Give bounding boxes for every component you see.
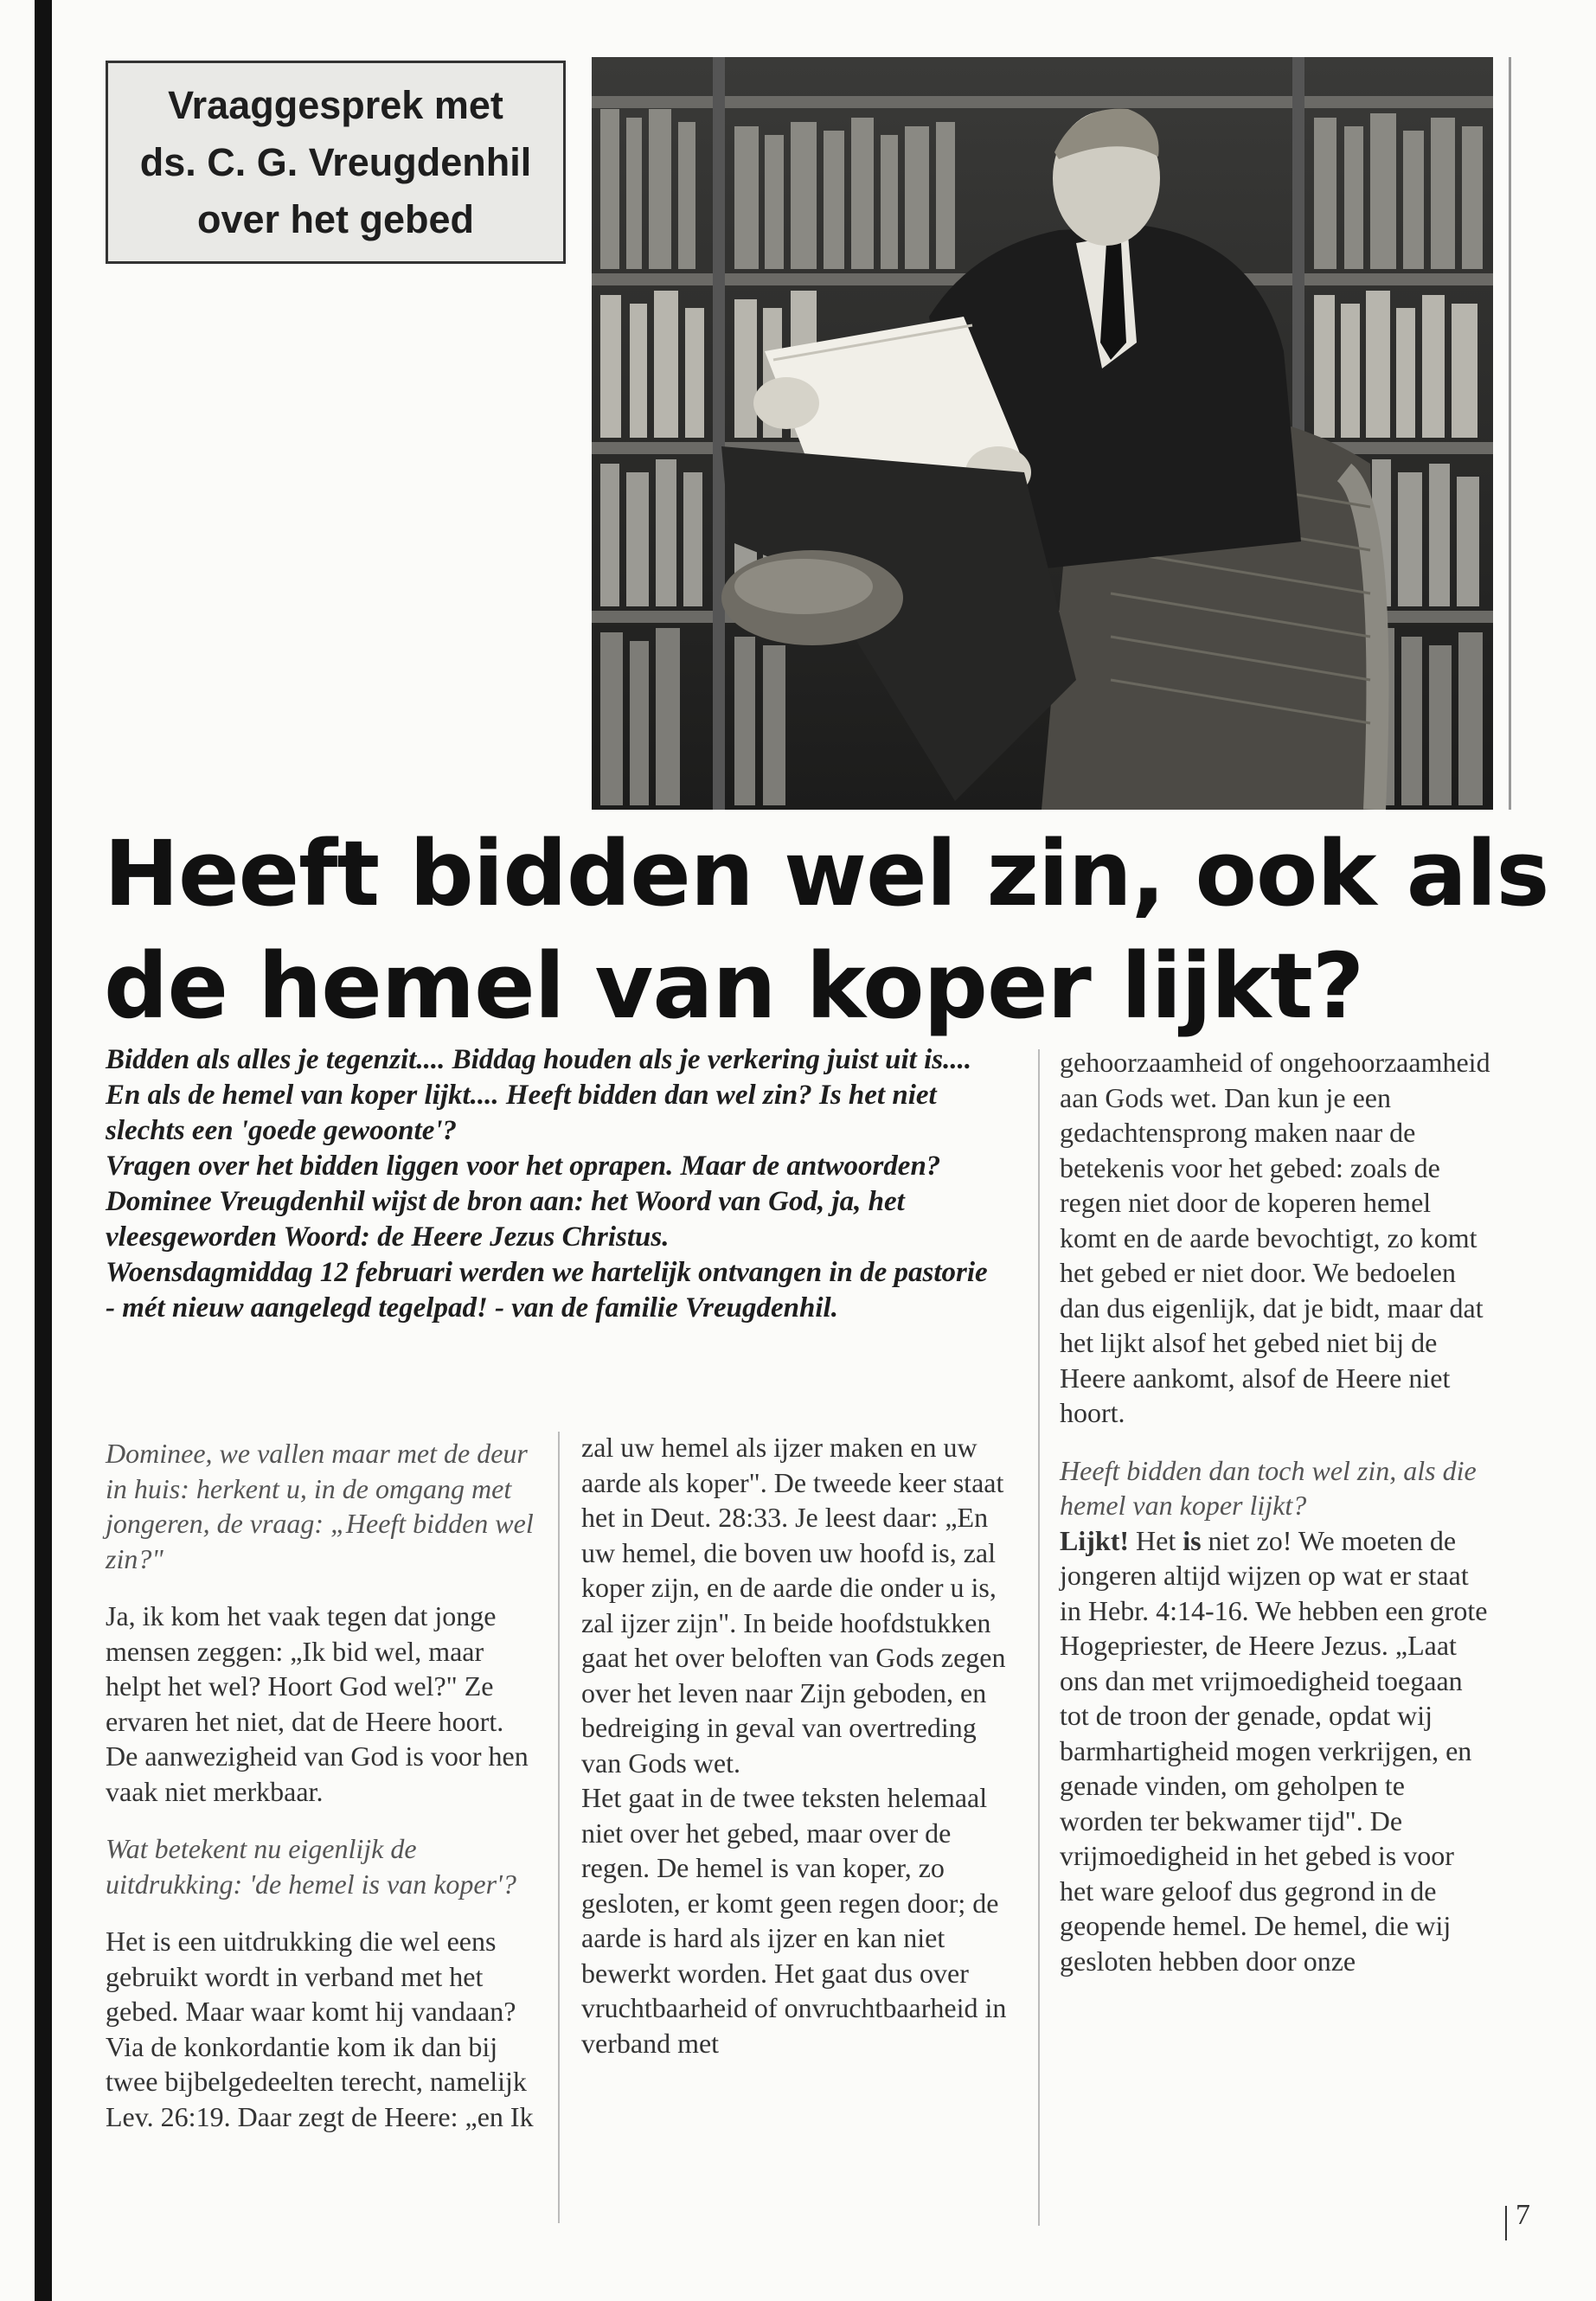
interview-answer: Ja, ik kom het vaak tegen dat jonge mensen zeggen: „Ik bid wel, maar helpt het wel? Hoort God wel?" Ze ervaren het niet, dat de Heere hoort. De aanwezigheid van God is voor hen vaak niet merkbaar. [106,1600,529,1807]
photo-right-rule [1509,57,1511,810]
interview-answer: zal uw hemel als ijzer maken en uw aarde als koper". De tweede keer staat het in Deut. 28:33. Je leest daar: „En uw hemel, die boven uw hoofd is, zal koper zijn, en de aarde die onder u is, zal ijzer zijn". In beide hoofdstukken gaat het over beloften van Gods zegen over het leven naar Zijn geboden, en bedreiging in geval van overtreding van Gods wet. [581,1432,1006,1779]
intro-lead [106,1042,1001,1326]
interview-answer: Het gaat in de twee teksten helemaal niet over het gebed, maar over de regen. De hemel is van koper, zo gesloten, er komt geen regen door; de aarde is hard als ijzer en kan niet bewerkt worden. Het gaat dus over vruchtbaarheid of onvruchtbaarheid in verband met [581,1782,1007,2059]
interview-answer: Het is een uitdrukking die wel eens gebruikt wordt in verband met het gebed. Maar waar komt hij vandaan? Via de konkordantie kom ik dan bij twee bijbelgedeelten terecht, namelijk Lev. 26:19. Daar zegt de Heere: „en Ik [106,1926,534,2132]
column-divider [1038,1049,1040,2226]
interview-question: Heeft bidden dan toch wel zin, als die hemel van koper lijkt? [1060,1454,1477,1521]
interview-question: Wat betekent nu eigenlijk de uitdrukking: 'de hemel is van koper'? [106,1833,516,1900]
intro-paragraph-2: Vragen over het bidden liggen voor het oprapen. Maar de antwoorden? [106,1150,941,1182]
column-divider [558,1432,560,2223]
article-column-3 [1060,1045,1492,1978]
man-reading-in-library-photo-icon [592,57,1493,810]
headline-line-1: Heeft bidden wel zin, ook als [104,821,1549,926]
article-column-2 [581,1430,1010,2061]
interview-answer [1060,1523,1492,1979]
answer-text: Het [1129,1524,1183,1556]
headline [104,817,1549,1042]
page-edge-bar [35,0,52,2301]
emphasis-is: is [1183,1524,1202,1556]
title-line-2: ds. C. G. Vreugdenhil [139,139,532,184]
page-number-rule [1505,2206,1507,2240]
page-number: 7 [1516,2199,1530,2231]
interview-answer: gehoorzaamheid of ongehoorzaamheid aan Gods wet. Dan kun je een gedachtensprong maken naar de betekenis voor het gebed: zoals de regen niet door de koperen hemel komt en de aarde bevochtigt, zo komt het gebed er niet door. We bedoelen dan dus eigenlijk, dat je bidt, maar dat het lijkt alsof het gebed niet bij de Heere aankomt, alsof de Heere niet hoort. [1060,1047,1490,1428]
title-line-3: over het gebed [196,196,475,241]
article-column-1 [106,1436,538,2134]
headline-line-2: de hemel van koper lijkt? [104,933,1364,1039]
title-line-1: Vraaggesprek met [168,82,503,127]
interview-title-box [106,61,566,264]
answer-text: niet zo! We moeten de jongeren altijd wijzen op wat er staat in Hebr. 4:14-16. We hebben een grote Hogepriester, de Heere Jezus. „Laat ons dan met vrijmoedigheid toegaan tot de troon der genade, opdat wij barmhartigheid mogen verkrijgen, en genade vinden, om geholpen te worden ter bekwamer tijd". De vrijmoedigheid in het gebed is voor het ware geloof dus gegrond in de geopende hemel. De hemel, die wij gesloten hebben door onze [1060,1524,1488,1977]
intro-paragraph-1: Bidden als alles je tegenzit.... Biddag houden als je verkering juist uit is.... En als de hemel van koper lijkt.... Heeft bidden dan wel zin? Is het niet slechts een 'goede gewoonte'? [106,1044,972,1146]
interview-question: Dominee, we vallen maar met de deur in huis: herkent u, in de omgang met jongeren, de vraag: „Heeft bidden wel zin?" [106,1438,534,1574]
intro-paragraph-4: Woensdagmiddag 12 februari werden we hartelijk ontvangen in de pastorie - mét nieuw aangelegd tegelpad! - van de familie Vreugdenhil. [106,1257,988,1324]
emphasis-lijkt: Lijkt! [1060,1524,1129,1556]
intro-paragraph-3: Dominee Vreugdenhil wijst de bron aan: het Woord van God, ja, het vleesgeworden Woord: de Heere Jezus Christus. [106,1186,905,1253]
interview-photo [592,57,1493,810]
